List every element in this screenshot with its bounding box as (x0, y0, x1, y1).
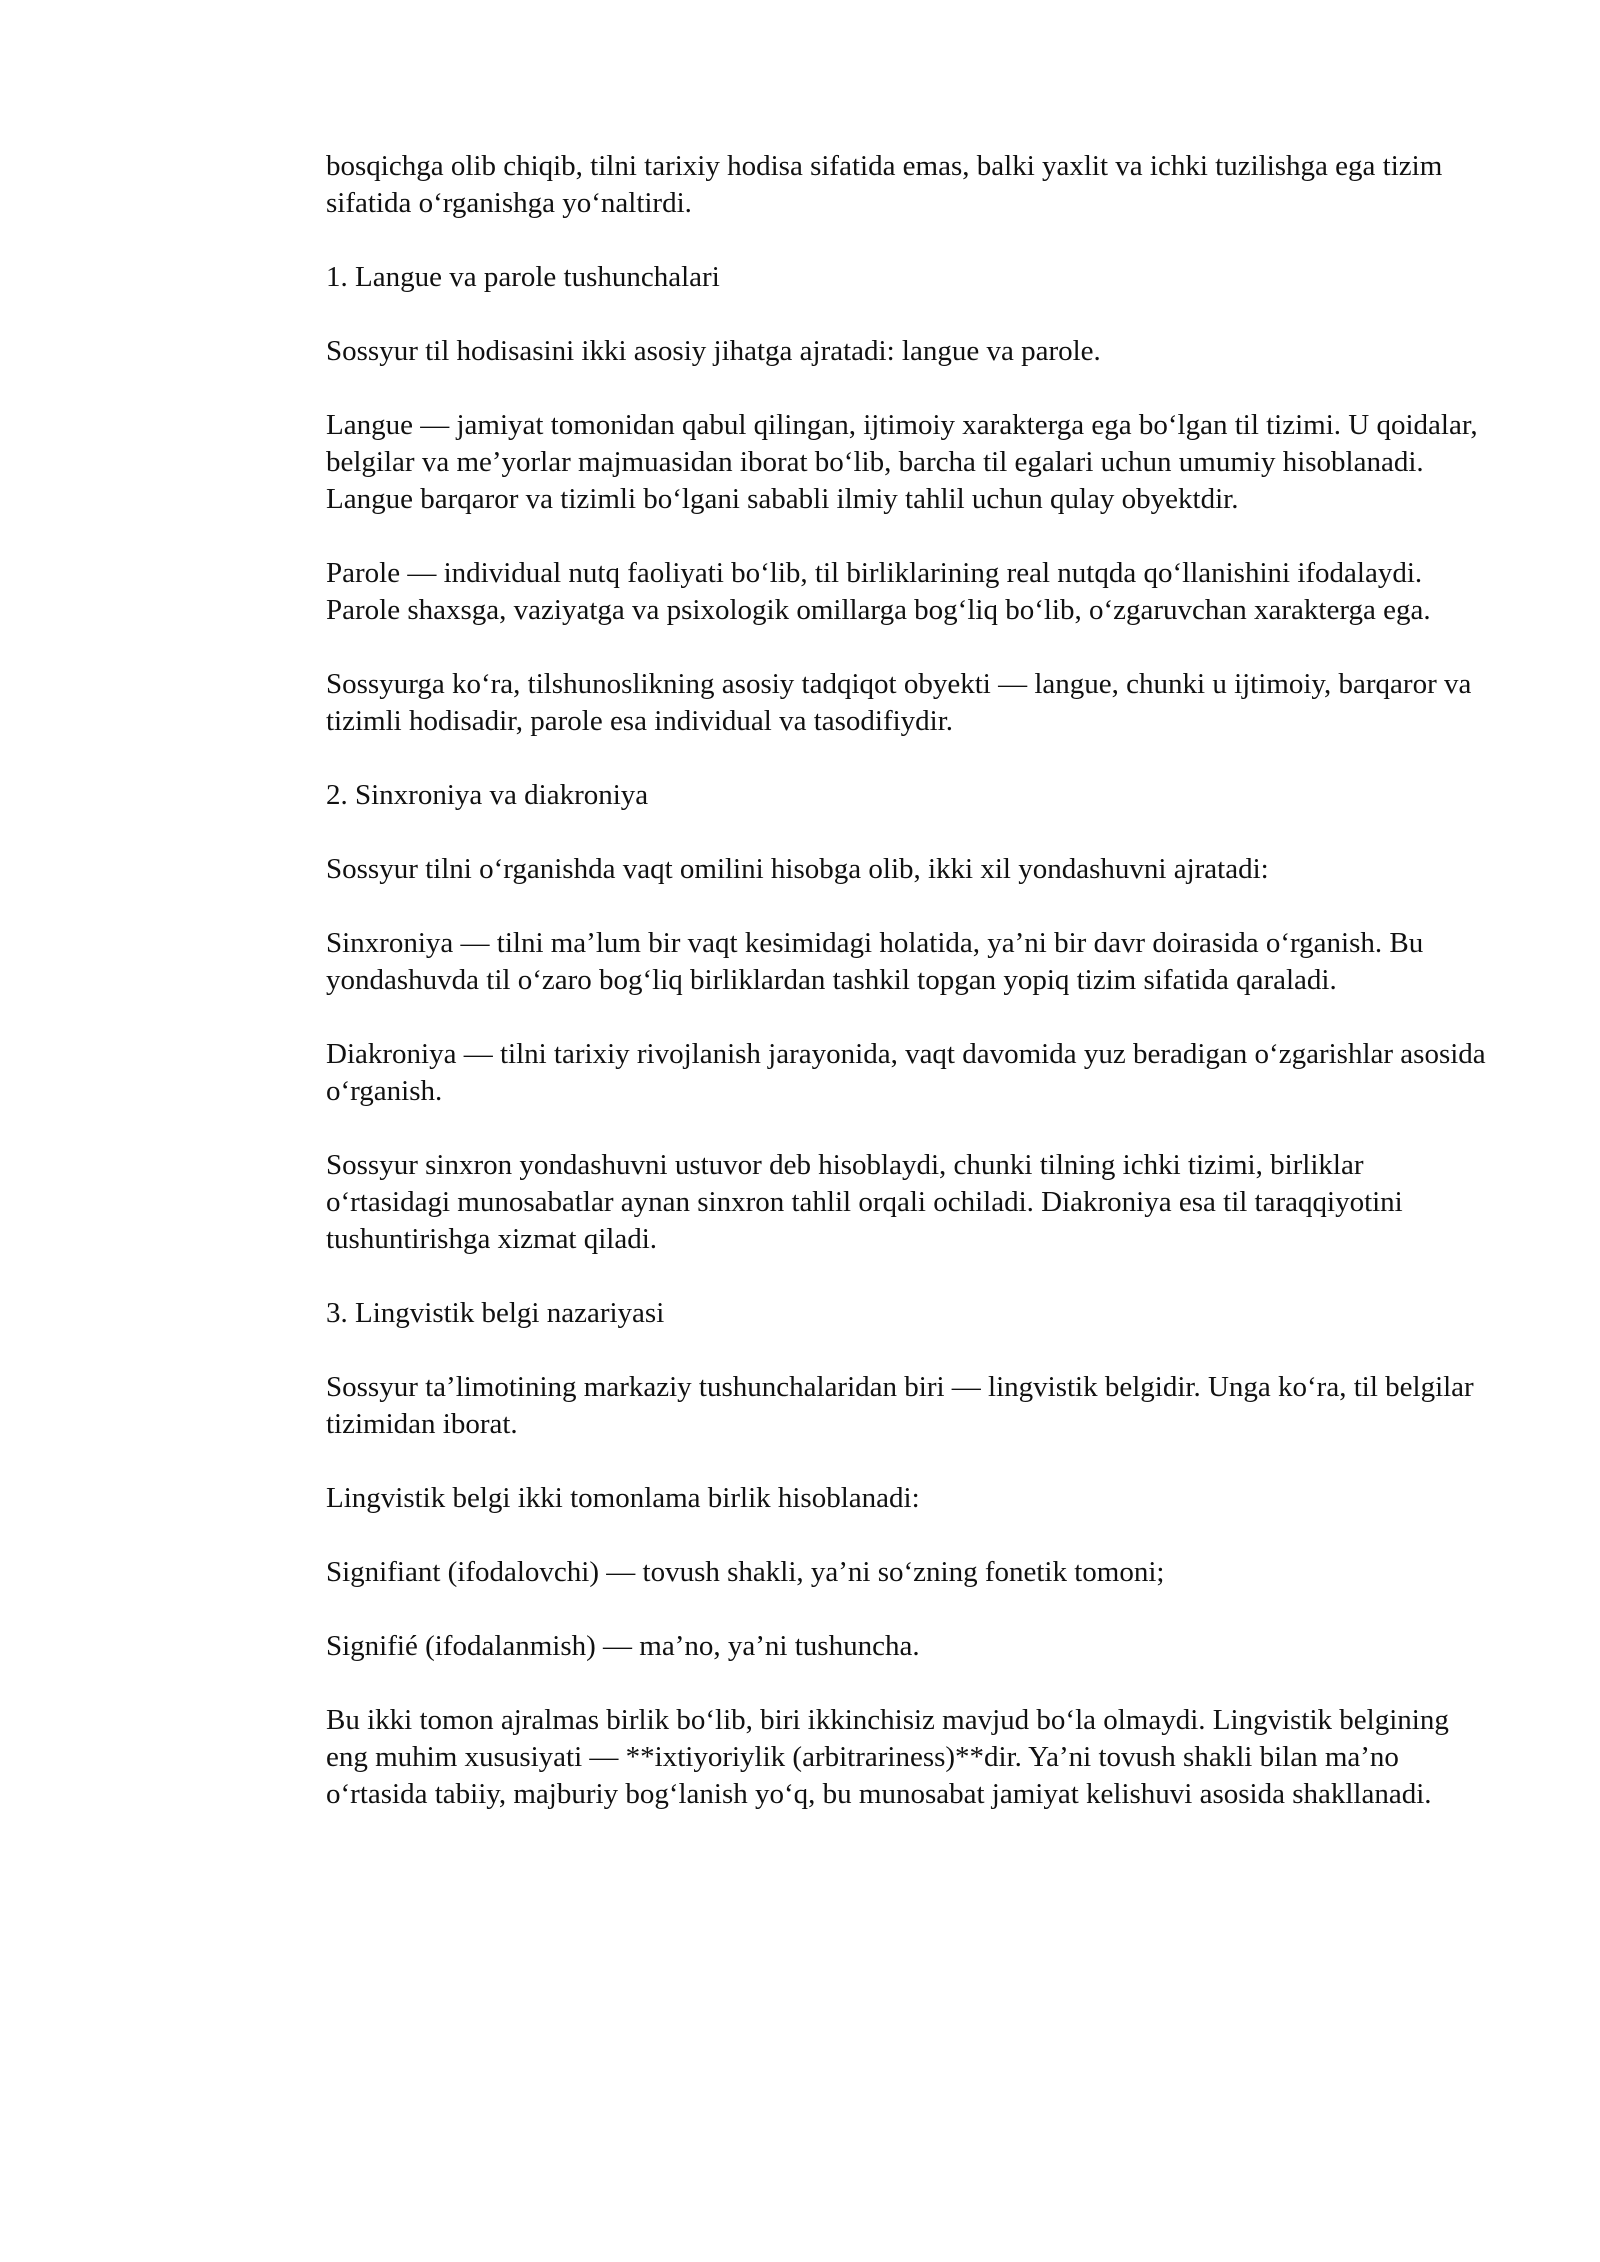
body-paragraph: Bu ikki tomon ajralmas birlik bo‘lib, biri ikkinchisiz mavjud bo‘la olmaydi. Lingvistik belgining eng muhim xususiyati — **ixtiyoriylik (arbitrariness)**dir. Ya’ni tovush shakli bilan ma’no o‘rtasida tabiiy, majburiy bog‘lanish yo‘q, bu munosabat jamiyat kelishuvi asosida shakllanadi. (326, 1704, 1449, 1810)
body-paragraph: Sossyurga ko‘ra, tilshunoslikning asosiy tadqiqot obyekti — langue, chunki u ijtimoiy, barqaror va tizimli hodisadir, parole esa individual va tasodifiydir. (326, 668, 1472, 737)
section-heading: 2. Sinxroniya va diakroniya (326, 779, 649, 811)
body-paragraph: Sossyur tilni o‘rganishda vaqt omilini hisobga olib, ikki xil yondashuvni ajratadi: (326, 853, 1269, 885)
body-paragraph: bosqichga olib chiqib, tilni tarixiy hodisa sifatida emas, balki yaxlit va ichki tuzilishga ega tizim sifatida o‘rganishga yo‘naltirdi. (326, 150, 1443, 219)
body-paragraph: Langue — jamiyat tomonidan qabul qilingan, ijtimoiy xarakterga ega bo‘lgan til tizimi. U qoidalar, belgilar va me’yorlar majmuasidan iborat bo‘lib, barcha til egalari uchun umumiy hisoblanadi. Langue barqaror va tizimli bo‘lgani sababli ilmiy tahlil uchun qulay obyektdir. (326, 409, 1478, 515)
document-body (326, 148, 1486, 1850)
body-paragraph: Sossyur sinxron yondashuvni ustuvor deb hisoblaydi, chunki tilning ichki tizimi, birliklar o‘rtasidagi munosabatlar aynan sinxron tahlil orqali ochiladi. Diakroniya esa til taraqqiyotini tushuntirishga xizmat qiladi. (326, 1149, 1403, 1255)
body-paragraph: Sossyur til hodisasini ikki asosiy jihatga ajratadi: langue va parole. (326, 335, 1101, 367)
body-paragraph: Sossyur ta’limotining markaziy tushunchalaridan biri — lingvistik belgidir. Unga ko‘ra, til belgilar tizimidan iborat. (326, 1371, 1474, 1440)
section-heading: 1. Langue va parole tushunchalari (326, 261, 720, 293)
body-paragraph: Signifié (ifodalanmish) — ma’no, ya’ni tushuncha. (326, 1630, 920, 1662)
body-paragraph: Parole — individual nutq faoliyati bo‘lib, til birliklarining real nutqda qo‘llanishini ifodalaydi. Parole shaxsga, vaziyatga va psixologik omillarga bog‘liq bo‘lib, o‘zgaruvchan xarakterga ega. (326, 557, 1431, 626)
body-paragraph: Diakroniya — tilni tarixiy rivojlanish jarayonida, vaqt davomida yuz beradigan o‘zgarishlar asosida o‘rganish. (326, 1038, 1486, 1107)
body-paragraph: Signifiant (ifodalovchi) — tovush shakli, ya’ni so‘zning fonetik tomoni; (326, 1556, 1165, 1588)
section-heading: 3. Lingvistik belgi nazariyasi (326, 1297, 665, 1329)
body-paragraph: Sinxroniya — tilni ma’lum bir vaqt kesimidagi holatida, ya’ni bir davr doirasida o‘rganish. Bu yondashuvda til o‘zaro bog‘liq birliklardan tashkil topgan yopiq tizim sifatida qaraladi. (326, 927, 1424, 996)
body-paragraph: Lingvistik belgi ikki tomonlama birlik hisoblanadi: (326, 1482, 920, 1514)
